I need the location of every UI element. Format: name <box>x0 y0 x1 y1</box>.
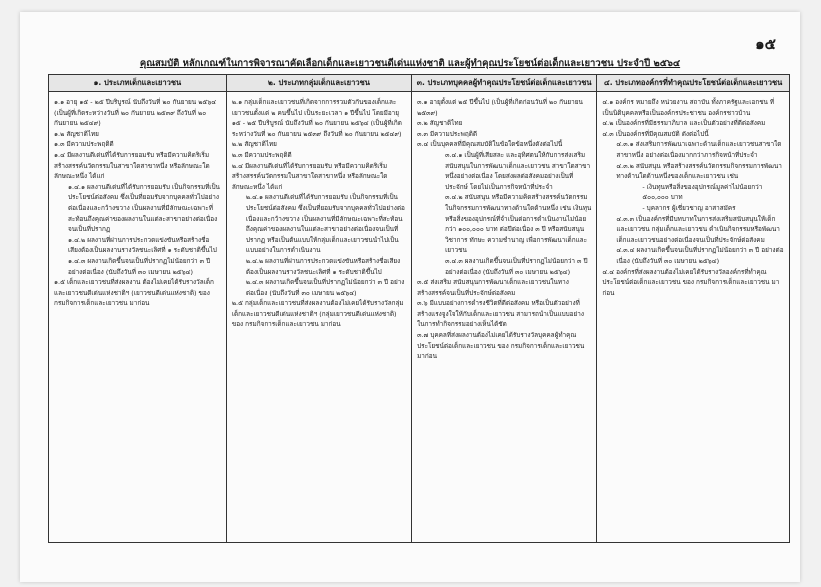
criterion-item: ๓.๓ มีความประพฤติดี <box>417 129 478 138</box>
criterion-item: ๒.๓ มีความประพฤติดี <box>231 150 292 159</box>
document-page <box>20 12 800 582</box>
criterion-item: ๓.๕ ส่งเสริม สนับสนุนการพัฒนาเด็กและเยาวชนในทางสร้างสรรค์จนเป็นที่ประจักษ์ต่อสังคม <box>417 278 569 297</box>
page-number: ๑๕ <box>755 35 776 53</box>
criterion-item: - บุคลากร ผู้เชี่ยวชาญ อาสาสมัคร <box>642 203 736 212</box>
criterion-item: ๑.๑ อายุ ๑๕ - ๒๕ ปีบริบูรณ์ นับถึงวันที่ ๒๐ กันยายน ๒๕๖๔ (เป็นผู้ที่เกิดระหว่างวันที่ ๒๐ กันยายน ๒๕๓๙ ถึงวันที่ ๒๐ กันยายน ๒๕๔๙) <box>54 98 217 128</box>
criterion-item: ๒.๕ กลุ่มเด็กและเยาวชนที่ส่งผลงานต้องไม่เคยได้รับรางวัลกลุ่มเด็กและเยาวชนดีเด่นแห่งชาติฯ (กลุ่มเยาวชนดีเด่นแห่งชาติ) ของ กรมกิจการเด็กและเยาวชน มาก่อน <box>231 299 404 329</box>
criterion-item: ๓.๔.๑ เป็นผู้ที่เสียสละ และอุทิศตนให้กับการส่งเสริม สนับสนุนในการพัฒนาเด็กและเยาวชน สาขาใดสาขาหนึ่งอย่างต่อเนื่อง โดยส่งผลต่อสังคมอย่างเป็นที่ประจักษ์ โดยไม่เป็นภารกิจหน้าที่ประจำ <box>445 150 591 191</box>
criterion-item: ๑.๕ เด็กและเยาวชนที่ส่งผลงาน ต้องไม่เคยได้รับรางวัลเด็กและเยาวชนดีเด่นแห่งชาติฯ (เยาวชนดีเด่นแห่งชาติ) ของ กรมกิจการเด็กและเยาวชน มาก่อน <box>54 278 214 308</box>
criterion-item: ๔.๔ องค์กรที่ส่งผลงานต้องไม่เคยได้รับรางวัลองค์กรที่ทำคุณประโยชน์ต่อเด็กและเยาวชน ของ กรมกิจการเด็กและเยาวชน มาก่อน <box>602 267 780 297</box>
column-individual <box>412 92 597 543</box>
criterion-item: ๑.๔.๓ ผลงานเกิดขึ้นจนเป็นที่ปรากฏไม่น้อยกว่า ๓ ปี อย่างต่อเนื่อง (นับถึงวันที่ ๓๐ เมษายน ๒๕๖๔) <box>68 256 211 276</box>
criterion-item: ๑.๓ มีความประพฤติดี <box>54 140 114 149</box>
column-header-youth: ๑. ประเภทเด็กและเยาวชน <box>49 75 227 92</box>
criterion-item: - เงินทุนหรือสิ่งของอุปกรณ์มูลค่าไม่น้อยกว่า ๕๐๐,๐๐๐ บาท <box>642 182 763 202</box>
column-header-youth-group: ๒. ประเภทกลุ่มเด็กและเยาวชน <box>226 75 411 92</box>
header-row <box>49 75 790 92</box>
criterion-item: ๓.๔.๒ สนับสนุน หรือมีความคิดสร้างสรรค์นวัตกรรม ในกิจกรรมการพัฒนาทางด้านใดด้านหนึ่ง เช่น เงินทุนหรือสิ่งของอุปกรณ์ที่จำเป็นต่อการดำเนินงานไม่น้อยกว่า ๑๐๐,๐๐๐ บาท ต่อปีต่อเนื่อง ๓ ปี หรือสนับสนุนวิชาการ ทักษะ ความชำนาญ เพื่อการพัฒนาเด็กและเยาวชน <box>445 193 592 255</box>
criterion-item: ๓.๑ อายุตั้งแต่ ๒๕ ปีขึ้นไป (เป็นผู้ที่เกิดก่อนวันที่ ๒๐ กันยายน ๒๕๓๙) <box>417 98 583 117</box>
criterion-item: ๓.๔.๓ ผลงานเกิดขึ้นจนเป็นที่ปรากฏไม่น้อยกว่า ๓ ปี อย่างต่อเนื่อง (นับถึงวันที่ ๓๐ เมษายน ๒๕๖๔) <box>445 256 588 276</box>
criterion-item: ๔.๓.๒ สนับสนุน หรือสร้างสรรค์นวัตกรรมกิจกรรมการพัฒนาทางด้านใดด้านหนึ่งของเด็กและเยาวชน เช่น <box>616 161 782 181</box>
criterion-item: ๑.๔.๒ ผลงานที่ผ่านการประกวดแข่งขันหรือสร้างชื่อเสียงต้องเป็นผลงานรางวัลชนะเลิศที่ ๑ ระดับชาติขึ้นไป <box>68 235 217 255</box>
criterion-item: ๔.๓.๔ ผลงานเกิดขึ้นจนเป็นที่ปรากฏไม่น้อยกว่า ๓ ปี อย่างต่อเนื่อง (นับถึงวันที่ ๓๐ เมษายน ๒๕๖๔) <box>616 246 784 265</box>
criterion-item: ๒.๔.๒ ผลงานที่ผ่านการประกวดแข่งขันหรือสร้างชื่อเสียงต้องเป็นผลงานรางวัลชนะเลิศที่ ๑ ระดับชาติขึ้นไป <box>245 256 401 276</box>
column-youth-group <box>226 92 411 543</box>
criterion-item: ๔.๓ เป็นองค์กรที่มีคุณสมบัติ ดังต่อไปนี้ <box>602 129 709 138</box>
criterion-item: ๒.๔.๓ ผลงานเกิดขึ้นจนเป็นที่ปรากฏไม่น้อยกว่า ๓ ปี อย่างต่อเนื่อง (นับถึงวันที่ ๓๐ เมษายน ๒๕๖๔) <box>245 278 405 297</box>
document-title: คุณสมบัติ หลักเกณฑ์ในการพิจารณาคัดเลือกเด็กและเยาวชนดีเด่นแห่งชาติ และผู้ทำคุณประโยชน์ต่อเด็กและเยาวชน ประจำปี ๒๕๖๔ <box>139 58 681 69</box>
criterion-item: ๔.๒ เป็นองค์กรที่มีธรรมาภิบาล และเป็นตัวอย่างที่ดีต่อสังคม <box>602 119 766 128</box>
criterion-item: ๒.๒ สัญชาติไทย <box>231 140 277 149</box>
criterion-item: ๔.๓.๓ เป็นองค์กรที่มีบทบาทในการส่งเสริมสนับสนุนให้เด็กและเยาวชน กลุ่มเด็กและเยาวชน ดำเนินกิจกรรมหรือพัฒนาเด็กและเยาวชนอย่างต่อเนื่องจนเป็นที่ประจักษ์ต่อสังคม <box>616 214 780 244</box>
criterion-item: ๔.๓.๑ ส่งเสริมการพัฒนาเฉพาะด้านเด็กและเยาวชนสาขาใดสาขาหนึ่ง อย่างต่อเนื่องมากกว่าภารกิจหน้าที่ประจำ <box>616 140 782 159</box>
criterion-item: ๒.๔ มีผลงานดีเด่นที่ได้รับการยอมรับ หรือมีความคิดริเริ่มสร้างสรรค์นวัตกรรมในสาขาใดสาขาหนึ่ง หรือลักษณะใดลักษณะหนึ่ง ได้แก่ <box>231 161 388 191</box>
criterion-item: ๑.๒ สัญชาติไทย <box>54 129 99 138</box>
criterion-item: ๒.๑ กลุ่มเด็กและเยาวชนที่เกิดจากการรวมตัวกันของเด็กและเยาวชนตั้งแต่ ๒ คนขึ้นไป เป็นระยะเวลา ๑ ปีขึ้นไป โดยมีอายุ ๑๕ - ๒๕ ปีบริบูรณ์ นับถึงวันที่ ๒๐ กันยายน ๒๕๖๔ (เป็นผู้ที่เกิดระหว่างวันที่ ๒๐ กันยายน ๒๕๓๙ ถึงวันที่ ๒๐ กันยายน ๒๕๔๙) <box>231 98 402 138</box>
criterion-item: ๔.๑ องค์กร หมายถึง หน่วยงาน สถาบัน ทั้งภาครัฐและเอกชน ที่เป็นนิติบุคคลหรือเป็นองค์กรประชาชน องค์กรชาวบ้าน <box>602 98 775 117</box>
criteria-table <box>48 74 790 543</box>
criterion-item: ๓.๔ เป็นบุคคลที่มีคุณสมบัติในข้อใดข้อหนึ่งดังต่อไปนี้ <box>417 140 563 149</box>
criterion-item: ๑.๔ มีผลงานดีเด่นที่ได้รับการยอมรับ หรือมีความคิดริเริ่มสร้างสรรค์นวัตกรรมในสาขาใดสาขาหนึ่ง หรือลักษณะใดลักษณะหนึ่ง ได้แก่ <box>54 150 210 181</box>
column-header-individual: ๓. ประเภทบุคคลผู้ทำคุณประโยชน์ต่อเด็กและเยาวชน <box>412 75 597 92</box>
column-youth <box>49 92 227 543</box>
column-header-organization: ๔. ประเภทองค์กรที่ทำคุณประโยชน์ต่อเด็กและเยาวชน <box>597 75 790 92</box>
criterion-item: ๓.๖ มีแบบอย่างการดำรงชีวิตที่ดีต่อสังคม หรือเป็นตัวอย่างที่สร้างแรงจูงใจให้กับเด็กและเยาวชน สามารถนำเป็นแบบอย่างในการทำกิจกรรมอย่างเห็นได้ชัด <box>417 299 584 329</box>
column-organization <box>597 92 790 543</box>
criteria-row <box>49 92 790 543</box>
criterion-item: ๓.๗ บุคคลที่ส่งผลงานต้องไม่เคยได้รับรางวัลบุคคลผู้ทำคุณประโยชน์ต่อเด็กและเยาวชน ของ กรมกิจการเด็กและเยาวชน มาก่อน <box>417 331 585 361</box>
criterion-item: ๓.๒ สัญชาติไทย <box>417 119 463 128</box>
criterion-item: ๑.๔.๑ ผลงานดีเด่นที่ได้รับการยอมรับ เป็นกิจกรรมที่เป็นประโยชน์ต่อสังคม ซึ่งเป็นที่ยอมรับจากบุคคลทั่วไปอย่างต่อเนื่องและกว้างขวาง เป็นผลงานที่มีลักษณะเฉพาะที่สะท้อนถึงคุณค่าของผลงานในแต่ละสาขาอย่างต่อเนื่องจนเป็นที่ปรากฏ <box>68 182 220 234</box>
criterion-item: ๒.๔.๑ ผลงานดีเด่นที่ได้รับการยอมรับ เป็นกิจกรรมที่เป็นประโยชน์ต่อสังคม ซึ่งเป็นที่ยอมรับจากบุคคลทั่วไปอย่างต่อเนื่องและกว้างขวาง เป็นผลงานที่มีลักษณะเฉพาะที่สะท้อนถึงคุณค่าของผลงานในแต่ละสาขาอย่างต่อเนื่องจนเป็นที่ปรากฏ หรือเป็นต้นแบบให้กลุ่มเด็กและเยาวชนนำไปเป็นแบบอย่างในการดำเนินงาน <box>245 193 405 255</box>
